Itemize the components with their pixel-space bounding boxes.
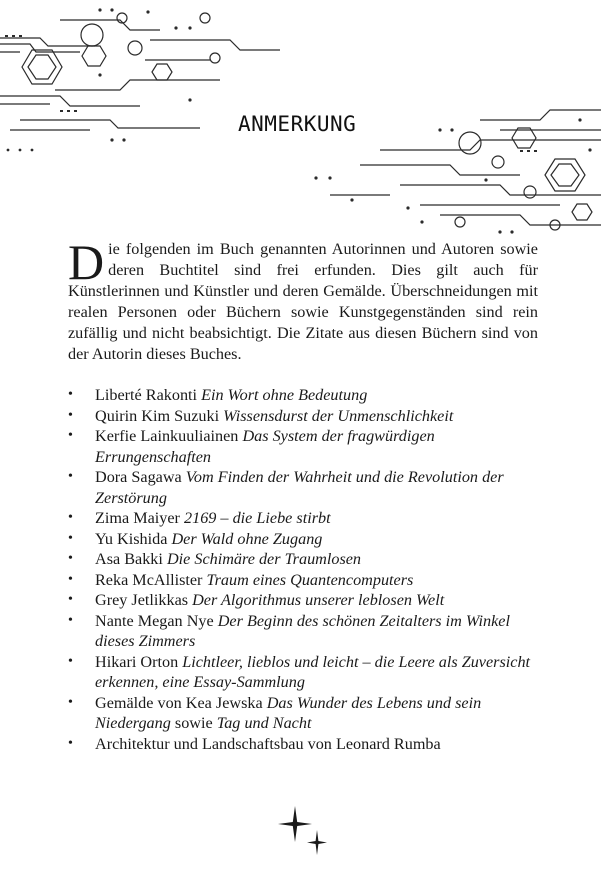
list-item-painting (68, 693, 540, 734)
author-name: Grey Jetlikkas (95, 591, 189, 609)
intro-paragraph (68, 234, 538, 365)
list-item (68, 611, 540, 652)
author-name: Quirin Kim Suzuki (95, 406, 220, 425)
painting-title: Das Wunder des Lebens und sein Niedergang (95, 693, 482, 732)
list-item (68, 529, 540, 550)
list-item (68, 406, 540, 427)
author-name: Hikari Orton (95, 652, 179, 671)
book-title: Die Schimäre der Traumlosen (166, 550, 362, 568)
book-title: Ein Wort ohne Bedeutung (201, 386, 368, 404)
author-name: Dora Sagawa (95, 468, 182, 486)
list-item (68, 652, 540, 693)
intro-text: ie folgenden im Buch genannten Autorinnen und Autoren sowie deren Buchtitel sind frei erfunden. Dies gilt auch für Künstlerinnen und Künstler und deren Gemälde. Überschneidungen mit realen Personen oder Büchern sowie Kunstgegenständen sind rein zufällig und nicht beabsichtigt. Die Zitate aus diesen Büchern sind von der Autorin dieses Buches. (68, 240, 538, 363)
book-title: Das System der fragwürdigen Errungenschaften (95, 427, 435, 466)
book-title: Vom Finden der Wahrheit und die Revolution der Zerstörung (95, 468, 504, 507)
sparkle-stars-icon (270, 800, 340, 860)
painting-title: Tag und Nacht (216, 714, 312, 732)
list-item (68, 426, 540, 467)
list-item (68, 549, 540, 570)
book-title: 2169 – die Liebe stirbt (184, 509, 331, 527)
painting-prefix: Gemälde von Kea Jewska (95, 693, 263, 712)
list-item (68, 467, 540, 508)
book-title: Traum eines Quantencomputers (206, 570, 414, 589)
author-name: Yu Kishida (95, 529, 168, 548)
book-title: Lichtleer, lieblos und leicht – die Leere als Zuversicht erkennen, eine Essay-Sammlung (95, 652, 531, 691)
author-name: Liberté Rakonti (95, 386, 198, 404)
author-name: Asa Bakki (95, 550, 163, 568)
page-title: ANMERKUNG (238, 112, 357, 136)
list-item (68, 590, 540, 611)
book-list (68, 385, 540, 754)
list-item (68, 385, 540, 406)
drop-cap: D (68, 234, 105, 290)
list-item-architecture (68, 734, 540, 755)
painting-conjunction: sowie (174, 714, 213, 732)
author-name: Nante Megan Nye (95, 611, 214, 630)
author-name: Reka McAllister (95, 570, 203, 589)
list-item (68, 570, 540, 591)
author-name: Kerfie Lainkuuliainen (95, 427, 239, 445)
book-title: Wissensdurst der Unmenschlichkeit (223, 406, 454, 425)
list-item (68, 508, 540, 529)
author-name: Zima Maiyer (95, 509, 180, 527)
book-title: Der Beginn des schönen Zeitalters im Winkel dieses Zimmers (95, 611, 510, 650)
book-title: Der Wald ohne Zugang (171, 529, 323, 548)
book-title: Der Algorithmus unserer leblosen Welt (192, 591, 445, 609)
architecture-text: Architektur und Landschaftsbau von Leonard Rumba (95, 734, 441, 753)
